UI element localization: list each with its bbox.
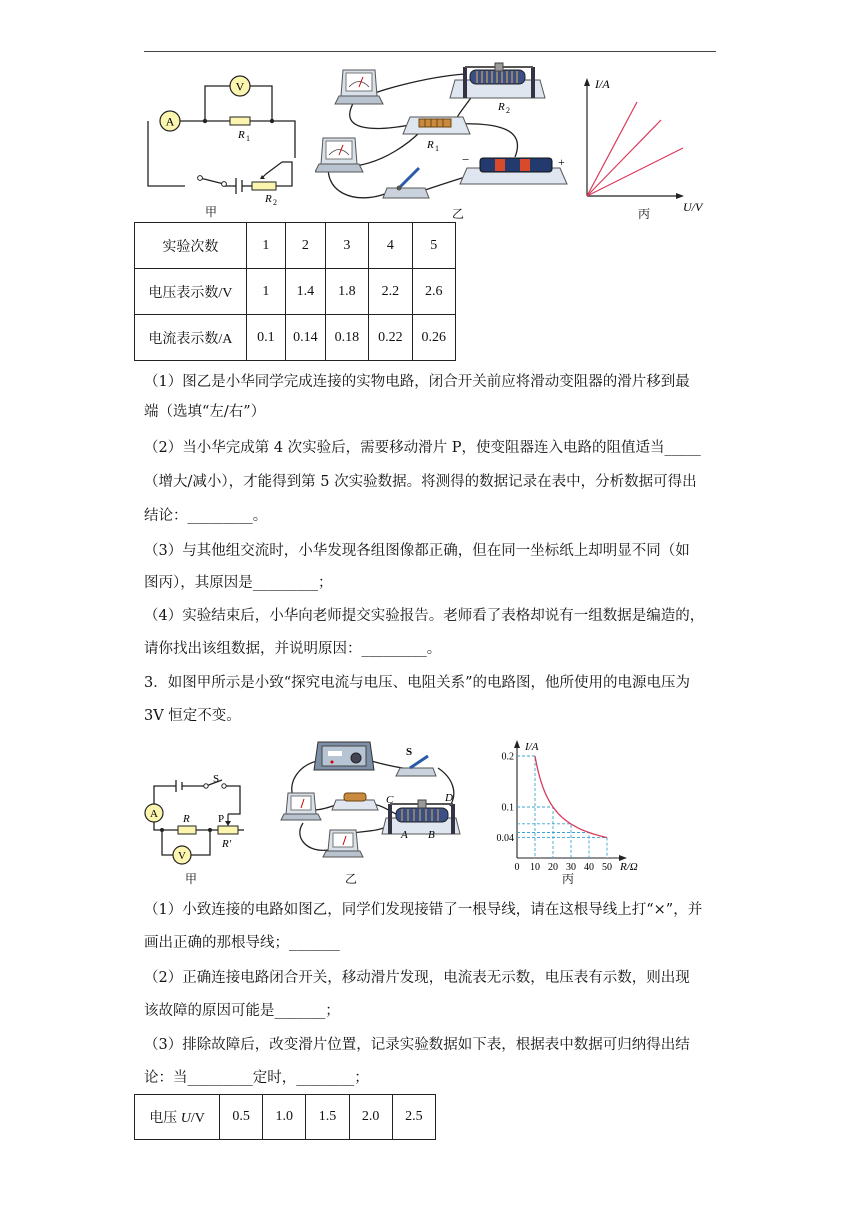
table-cell: 2.0 bbox=[349, 1095, 392, 1140]
q3-intro-line1: 3．如图甲所示是小致“探究电流与电压、电阻关系”的电路图，他所使用的电源电压为 bbox=[144, 675, 691, 691]
table-row-header: 实验次数 bbox=[135, 223, 247, 269]
q2-part3-line2: 图丙），其原因是_________； bbox=[144, 575, 333, 591]
svg-text:P: P bbox=[218, 813, 225, 825]
switch-device bbox=[383, 168, 429, 198]
svg-text:U/V: U/V bbox=[683, 200, 703, 214]
figure2-caption-bing: 丙 bbox=[562, 872, 575, 886]
svg-text:V: V bbox=[178, 850, 186, 862]
table-cell: 2.6 bbox=[412, 269, 455, 315]
resistor-device-2 bbox=[332, 793, 378, 810]
svg-text:A: A bbox=[165, 114, 175, 129]
svg-text:R: R bbox=[183, 813, 190, 825]
table-cell: 0.14 bbox=[285, 315, 325, 361]
q3-part3-line2: 论：当_________定时，________； bbox=[144, 1070, 369, 1086]
iu-lines bbox=[587, 102, 683, 196]
x-tick-label: 30 bbox=[566, 862, 576, 870]
table-cell: 0.22 bbox=[369, 315, 412, 361]
circuit-diagram-2 bbox=[140, 770, 250, 880]
circuit-diagram-1 bbox=[140, 66, 310, 222]
figure2-caption-yi: 乙 bbox=[345, 872, 358, 886]
table-cell: 1 bbox=[246, 223, 285, 269]
svg-text:S: S bbox=[213, 773, 220, 785]
table-row bbox=[135, 223, 456, 269]
ammeter-device bbox=[315, 138, 363, 172]
x-tick-label: 10 bbox=[530, 862, 540, 870]
rheostat-symbol-2 bbox=[218, 826, 238, 834]
svg-text:I/A: I/A bbox=[595, 77, 610, 91]
q3-part1-line1: （1）小致连接的电路如图乙，同学们发现接错了一根导线，请在这根导线上打“×”，并 bbox=[144, 902, 703, 918]
svg-text:R: R bbox=[238, 129, 245, 141]
x-tick-label: 50 bbox=[602, 862, 612, 870]
y-tick-label: 0.04 bbox=[496, 833, 514, 845]
header-rule bbox=[144, 51, 716, 52]
q2-part1-line2: 端（选填“左/右”） bbox=[144, 404, 266, 420]
table-cell: 1.8 bbox=[325, 269, 368, 315]
table-cell: 3 bbox=[325, 223, 368, 269]
svg-text:D: D bbox=[445, 792, 453, 804]
table-cell: 2.2 bbox=[369, 269, 412, 315]
guide-line bbox=[517, 824, 571, 858]
voltmeter-device bbox=[335, 70, 383, 104]
svg-text:I/A: I/A bbox=[525, 741, 539, 753]
power-supply-device bbox=[314, 742, 374, 770]
apparatus-diagram-1 bbox=[315, 62, 575, 218]
q2-part4-line1: （4）实验结束后，小华向老师提交实验报告。老师看了表格却说有一组数据是编造的， bbox=[144, 608, 705, 624]
svg-text:A: A bbox=[150, 808, 158, 820]
svg-text:A: A bbox=[401, 829, 408, 841]
svg-text:R/Ω: R/Ω bbox=[620, 861, 638, 870]
rheostat-r2-symbol bbox=[252, 182, 276, 190]
svg-text:B: B bbox=[428, 829, 435, 841]
table-cell: 1 bbox=[246, 269, 285, 315]
figure2-caption-jia: 甲 bbox=[185, 872, 198, 886]
table-cell: 0.18 bbox=[325, 315, 368, 361]
svg-text:2: 2 bbox=[273, 198, 277, 207]
guide-line bbox=[517, 838, 607, 858]
q2-part2-line2: （增大/减小），才能得到第 5 次实验数据。将测得的数据记录在表中，分析数据可得出 bbox=[144, 474, 697, 490]
q3-part3-line1: （3）排除故障后，改变滑片位置，记录实验数据如下表，根据表中数据可归纳得出结 bbox=[144, 1037, 690, 1053]
svg-text:R: R bbox=[427, 139, 434, 151]
data-table-1 bbox=[134, 222, 456, 361]
y-tick-label: 0.1 bbox=[501, 802, 514, 814]
battery-device bbox=[460, 158, 567, 184]
q2-part4-line2: 请你找出该组数据，并说明原因：_________。 bbox=[144, 641, 442, 657]
svg-text:S: S bbox=[406, 746, 413, 758]
ir-graph bbox=[495, 738, 650, 870]
voltmeter-device-2 bbox=[281, 793, 321, 820]
table-row bbox=[135, 1095, 436, 1140]
table-cell: 1.4 bbox=[285, 269, 325, 315]
table-cell: 0.1 bbox=[246, 315, 285, 361]
q3-part2-line2: 该故障的原因可能是_______； bbox=[144, 1003, 340, 1019]
svg-text:−: − bbox=[462, 152, 470, 167]
rheostat-device-2 bbox=[382, 800, 460, 834]
q2-part2-line1: （2）当小华完成第 4 次实验后，需要移动滑片 P，使变阻器连入电路的阻值适当_____ bbox=[144, 440, 701, 456]
q2-part1-line1: （1）图乙是小华同学完成连接的实物电路，闭合开关前应将滑动变阻器的滑片移到最 bbox=[144, 374, 690, 390]
table-cell: 5 bbox=[412, 223, 455, 269]
svg-text:+: + bbox=[558, 155, 565, 169]
x-tick-label: 20 bbox=[548, 862, 558, 870]
data-table-2 bbox=[134, 1094, 436, 1140]
table-cell: 1.5 bbox=[306, 1095, 349, 1140]
table-cell: 2.5 bbox=[392, 1095, 435, 1140]
table-cell: 0.5 bbox=[220, 1095, 263, 1140]
table-row-header: 电压表示数/V bbox=[135, 269, 247, 315]
table-cell: 4 bbox=[369, 223, 412, 269]
table-row bbox=[135, 315, 456, 361]
svg-text:1: 1 bbox=[246, 134, 250, 143]
iu-graph bbox=[575, 70, 715, 220]
ammeter-device-2 bbox=[323, 830, 363, 857]
rheostat-device bbox=[450, 63, 545, 98]
table-cell-header: 电压 U/V bbox=[135, 1095, 220, 1140]
svg-text:V: V bbox=[235, 79, 245, 94]
x-tick-label: 0 bbox=[514, 862, 520, 870]
resistor-r1-device bbox=[403, 117, 470, 134]
svg-text:C: C bbox=[386, 794, 394, 806]
q3-part1-line2: 画出正确的那根导线；_______ bbox=[144, 935, 340, 951]
figure-caption-bing: 丙 bbox=[638, 207, 651, 221]
svg-text:R: R bbox=[498, 101, 505, 113]
table-row bbox=[135, 269, 456, 315]
switch-device-2 bbox=[396, 756, 436, 776]
table-row-header: 电流表示数/A bbox=[135, 315, 247, 361]
svg-text:R: R bbox=[265, 193, 272, 205]
table-cell: 1.0 bbox=[263, 1095, 306, 1140]
q2-part2-line3: 结论：_________。 bbox=[144, 508, 268, 524]
apparatus-diagram-2 bbox=[278, 738, 468, 868]
svg-text:R′: R′ bbox=[222, 838, 232, 850]
x-tick-label: 40 bbox=[584, 862, 594, 870]
table-cell: 2 bbox=[285, 223, 325, 269]
y-tick-label: 0.2 bbox=[501, 751, 514, 763]
q2-part3-line1: （3）与其他组交流时，小华发现各组图像都正确，但在同一坐标纸上却明显不同（如 bbox=[144, 543, 690, 559]
resistor-r1-symbol bbox=[230, 117, 250, 125]
svg-text:1: 1 bbox=[435, 144, 439, 153]
table-cell: 0.26 bbox=[412, 315, 455, 361]
figure-caption-yi: 乙 bbox=[452, 207, 465, 221]
q3-part2-line1: （2）正确连接电路闭合开关，移动滑片发现，电流表无示数，电压表有示数，则出现 bbox=[144, 970, 690, 986]
svg-text:2: 2 bbox=[506, 106, 510, 115]
resistor-symbol-2 bbox=[178, 826, 196, 834]
q3-intro-line2: 3V 恒定不变。 bbox=[144, 708, 241, 724]
figure-caption-jia: 甲 bbox=[205, 205, 218, 219]
